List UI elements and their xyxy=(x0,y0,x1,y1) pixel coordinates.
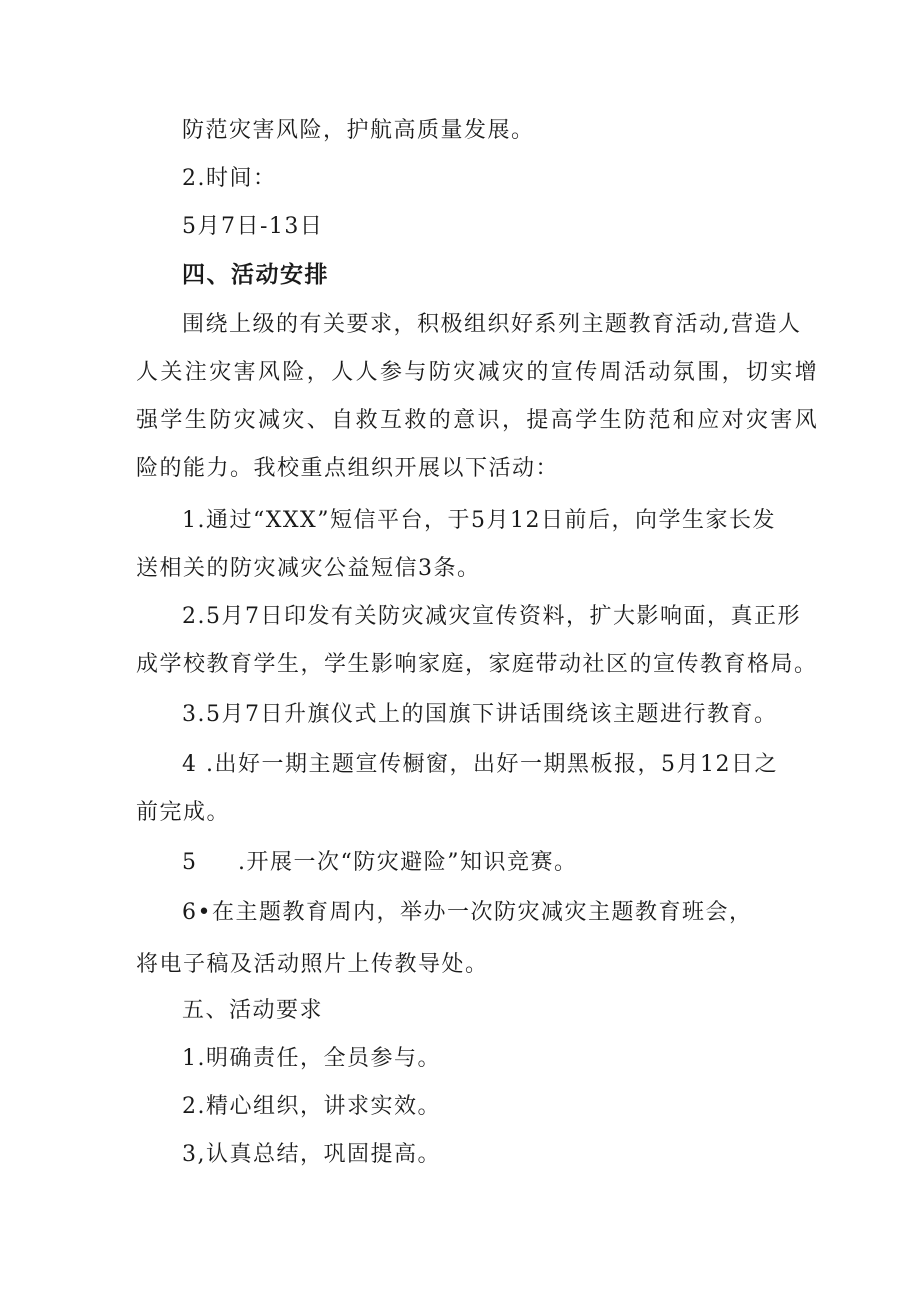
date-range: 5月7日-13日 xyxy=(182,214,324,239)
paragraph-line: 人关注灾害风险，人人参与防灾减灾的宣传周活动氛围，切实增 xyxy=(136,360,820,385)
paragraph-line: 防范灾害风险，护航高质量发展。 xyxy=(182,118,535,143)
list-item-4-continued: 前完成。 xyxy=(136,800,231,825)
list-item-6-continued: 将电子稿及活动照片上传教导处。 xyxy=(136,952,489,977)
list-item-1: 1.通过“XXX”短信平台，于5月12日前后，向学生家长发 xyxy=(182,508,776,533)
list-item-2: 2.5月7日印发有关防灾减灾宣传资料，扩大影响面，真正形 xyxy=(182,604,801,629)
requirement-item-3: 3,认真总结，巩固提高。 xyxy=(182,1142,441,1167)
list-item-5-text: .开展一次“防灾避险”知识竞赛。 xyxy=(238,850,578,875)
list-item-3: 3.5月7日升旗仪式上的国旗下讲话围绕该主题进行教育。 xyxy=(182,702,778,727)
paragraph-line: 强学生防灾减灾、自救互救的意识，提高学生防范和应对灾害风 xyxy=(136,408,820,433)
paragraph-line: 围绕上级的有关要求，积极组织好系列主题教育活动,营造人 xyxy=(182,312,802,337)
paragraph-line: 险的能力。我校重点组织开展以下活动： xyxy=(136,456,560,481)
requirement-item-2: 2.精心组织，讲求实效。 xyxy=(182,1094,441,1119)
list-item-2-continued: 成学校教育学生，学生影响家庭，家庭带动社区的宣传教育格局。 xyxy=(136,652,818,677)
section-heading-activity-requirements: 五、活动要求 xyxy=(182,998,324,1023)
list-item-5-number: 5 xyxy=(182,850,198,875)
requirement-item-1: 1.明确责任，全员参与。 xyxy=(182,1046,441,1071)
section-label-time: 2.时间： xyxy=(182,166,277,191)
list-item-4: 4 .出好一期主题宣传橱窗，出好一期黑板报，5月12日之 xyxy=(182,752,778,777)
list-item-5 xyxy=(182,848,578,878)
list-item-1-continued: 送相关的防灾减灾公益短信3条。 xyxy=(136,556,481,581)
list-item-6: 6•在主题教育周内，举办一次防灾减灾主题教育班会， xyxy=(182,900,753,925)
section-heading-activity-arrangement: 四、活动安排 xyxy=(182,262,329,288)
